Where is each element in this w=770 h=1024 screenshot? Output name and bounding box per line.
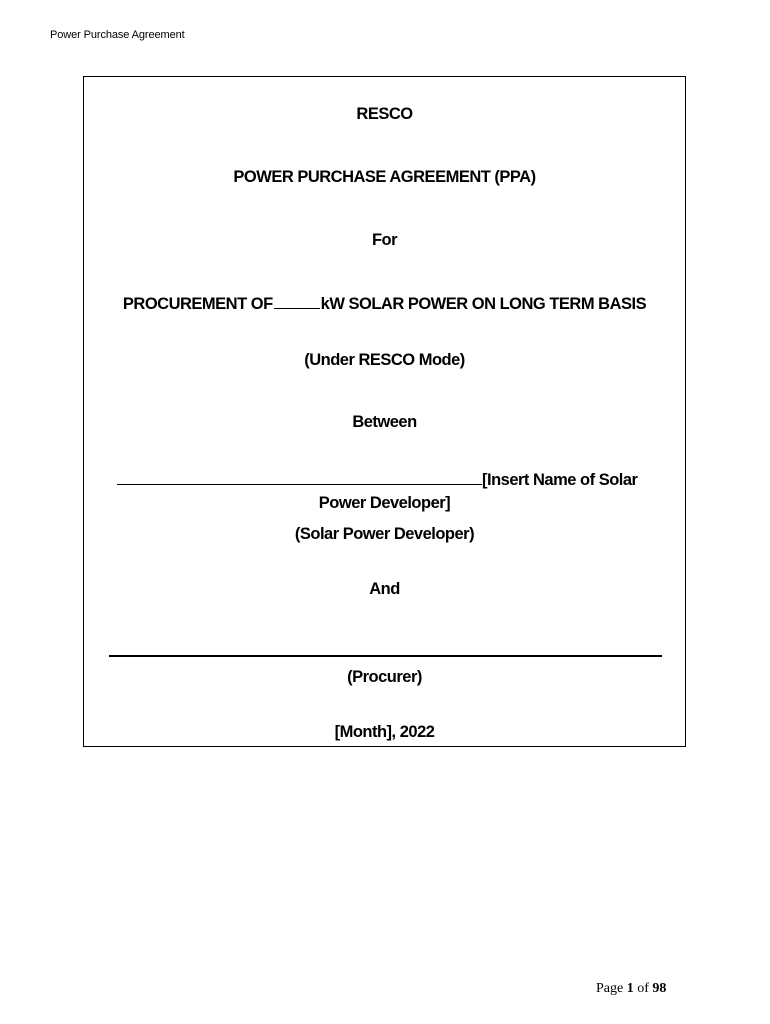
page-word: Page <box>596 981 624 996</box>
kw-capacity-blank <box>274 294 320 309</box>
page-current: 1 <box>626 981 634 996</box>
resco-heading: RESCO <box>356 105 413 123</box>
between-label: Between <box>352 413 417 431</box>
cover-page-box <box>83 76 686 747</box>
for-label: For <box>371 231 398 249</box>
procurement-prefix: PROCUREMENT OF <box>122 295 273 313</box>
procurement-line <box>84 294 685 314</box>
procurement-suffix: kW SOLAR POWER ON LONG TERM BASIS <box>320 295 647 313</box>
page-total: 98 <box>652 981 667 996</box>
developer-role-label: (Solar Power Developer) <box>294 525 475 543</box>
resco-mode-label: (Under RESCO Mode) <box>304 351 465 369</box>
agreement-title: POWER PURCHASE AGREEMENT (PPA) <box>233 168 536 186</box>
developer-name-blank <box>117 470 482 485</box>
agreement-date: [Month], 2022 <box>334 723 435 741</box>
page-number <box>596 981 666 997</box>
developer-name-line <box>117 470 637 490</box>
developer-insert-text: [Insert Name of Solar <box>482 471 638 489</box>
running-header-title: Power Purchase Agreement <box>50 29 185 41</box>
procurer-name-blank <box>109 655 662 657</box>
developer-insert-continuation: Power Developer] <box>318 494 451 512</box>
of-word: of <box>637 981 649 996</box>
procurer-role-label: (Procurer) <box>347 668 422 686</box>
and-label: And <box>369 580 400 598</box>
